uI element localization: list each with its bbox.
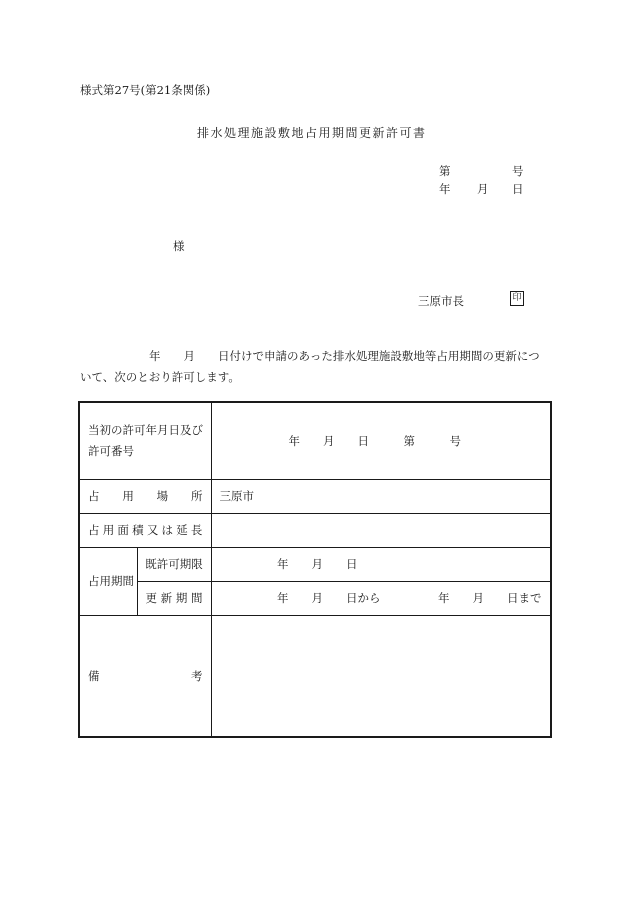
remarks-value <box>211 616 551 738</box>
area-label-char: 面 <box>117 523 129 538</box>
addressee-honorific: 様 <box>173 239 185 253</box>
location-label-char: 所 <box>190 489 203 504</box>
initial-permit-label <box>79 402 211 480</box>
remarks-label-char: 備 <box>88 668 100 683</box>
table-row-initial-permit <box>79 402 551 480</box>
remarks-label-char: 考 <box>191 668 203 683</box>
form-number: 様式第27号(第21条関係) <box>80 83 211 97</box>
renewal-period-label-char: 期 <box>175 591 188 606</box>
location-label-char: 場 <box>156 489 169 504</box>
initial-permit-value: 年 月 日 第 号 <box>211 402 551 480</box>
area-label-char: 又 <box>146 523 159 538</box>
location-label <box>79 480 211 514</box>
body-text-line-1: 年 月 日付けで申請のあった排水処理施設敷地等占用期間の更新につ <box>80 349 540 363</box>
issuer-name: 三原市長 <box>418 294 464 308</box>
table-row-renewal-period <box>79 582 551 616</box>
renewal-period-label-char: 間 <box>190 591 203 606</box>
prior-period-value: 年 月 日 <box>211 548 551 582</box>
area-label-char: 長 <box>190 523 203 538</box>
location-value: 三原市 <box>211 480 551 514</box>
body-text-line-2: いて、次のとおり許可します。 <box>80 370 240 384</box>
permit-number-suffix: 号 <box>512 164 524 178</box>
table-row-location <box>79 480 551 514</box>
location-label-char: 用 <box>122 489 134 504</box>
area-value <box>211 514 551 548</box>
area-label-char: 用 <box>102 523 115 538</box>
prior-period-label: 既許可期限 <box>137 548 211 582</box>
renewal-period-label-char: 新 <box>160 591 173 606</box>
seal-mark: 印 <box>510 291 524 306</box>
period-label: 占用期間 <box>79 548 137 616</box>
initial-permit-label-line-2: 許可番号 <box>88 444 134 458</box>
table-row-prior-period <box>79 548 551 582</box>
issue-date-year: 年 <box>439 182 451 196</box>
renewal-period-value: 年 月 日から 年 月 日まで <box>211 582 551 616</box>
table-row-area <box>79 514 551 548</box>
area-label <box>79 514 211 548</box>
renewal-period-label-char: 更 <box>145 591 157 606</box>
initial-permit-label-line-1: 当初の許可年月日及び <box>88 423 203 438</box>
permit-number-prefix: 第 <box>439 164 451 178</box>
permit-table <box>78 401 552 738</box>
renewal-period-label <box>137 582 211 616</box>
issue-date-day: 日 <box>512 182 524 196</box>
area-label-char: は <box>161 523 174 538</box>
document-title: 排水処理施設敷地占用期間更新許可書 <box>197 126 427 140</box>
area-label-char: 延 <box>176 523 188 538</box>
location-label-char: 占 <box>88 489 100 504</box>
issue-date-month: 月 <box>477 182 489 196</box>
area-label-char: 積 <box>132 523 144 538</box>
table-row-remarks <box>79 616 551 738</box>
area-label-char: 占 <box>88 523 100 538</box>
remarks-label <box>79 616 211 738</box>
